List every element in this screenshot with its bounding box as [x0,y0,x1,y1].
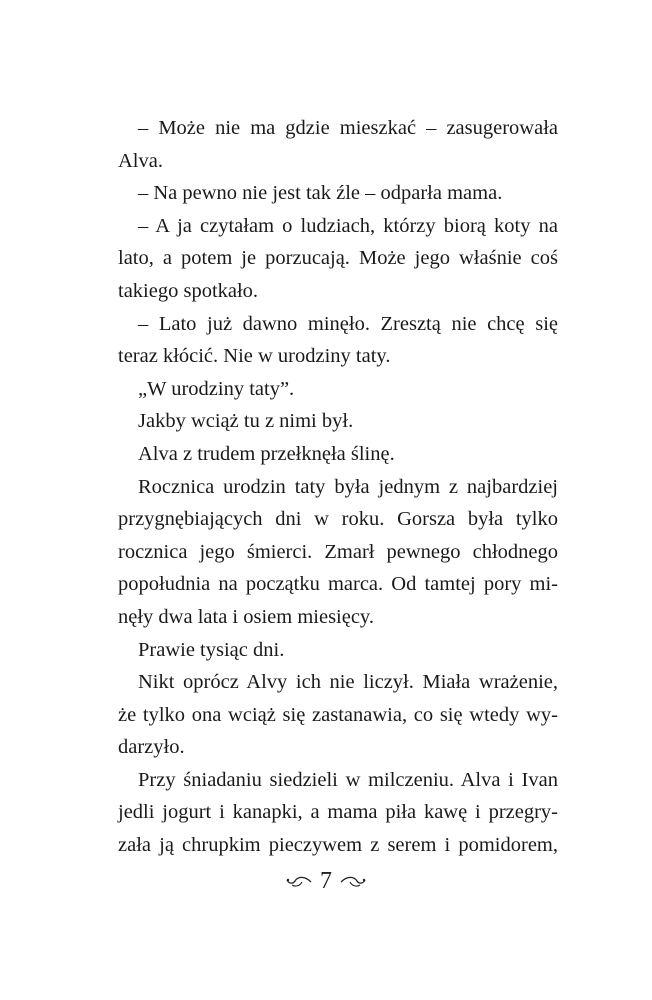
text-line: zała ją chrupkim pieczywem z serem i pomidorem, [118,834,558,857]
text-line: Przy śniadaniu siedzieli w milczeniu. Alva i Ivan [138,768,558,791]
text-line: rocznica jego śmierci. Zmarł pewnego chłodnego [118,540,558,563]
text-line: Nikt oprócz Alvy ich nie liczył. Miała wrażenie, [138,671,558,694]
text-line: darzyło. [118,736,185,759]
text-line: Jakby wciąż tu z nimi był. [138,410,354,433]
text-line: – Na pewno nie jest tak źle – odparła mama. [138,182,503,205]
text-line: teraz kłócić. Nie w urodziny taty. [118,345,391,368]
text-line: „W urodziny taty”. [138,377,295,400]
text-line: że tylko ona wciąż się zastanawia, co się wtedy wy- [118,703,558,726]
text-line: – Może nie ma gdzie mieszkać – zasugerowała [138,117,558,139]
page-number: 7 [320,868,332,894]
text-line: – A ja czytałam o ludziach, którzy biorą koty na [138,214,558,237]
text-line: popołudnia na początku marca. Od tamtej pory mi- [118,573,558,596]
page-footer [0,868,652,895]
text-line: Alva z trudem przełknęła ślinę. [138,442,395,465]
text-line: – Lato już dawno minęło. Zresztą nie chcę się [138,312,558,335]
text-line: Alva. [118,149,163,172]
text-line: przygnębiających dni w roku. Gorsza była tylko [118,508,558,531]
body-text [118,112,558,862]
text-line: nęły dwa lata i osiem miesięcy. [118,605,374,628]
text-line: Rocznica urodzin taty była jednym z najbardziej [138,475,558,498]
text-line: lato, a potem je porzucają. Może jego właśnie coś [118,247,558,270]
text-line: takiego spotkało. [118,279,259,302]
flourish-left-icon [286,875,312,889]
text-line: Prawie tysiąc dni. [138,638,285,661]
text-line: jedli jogurt i kanapki, a mama piła kawę i przegry- [118,801,558,824]
flourish-right-icon [340,875,366,889]
